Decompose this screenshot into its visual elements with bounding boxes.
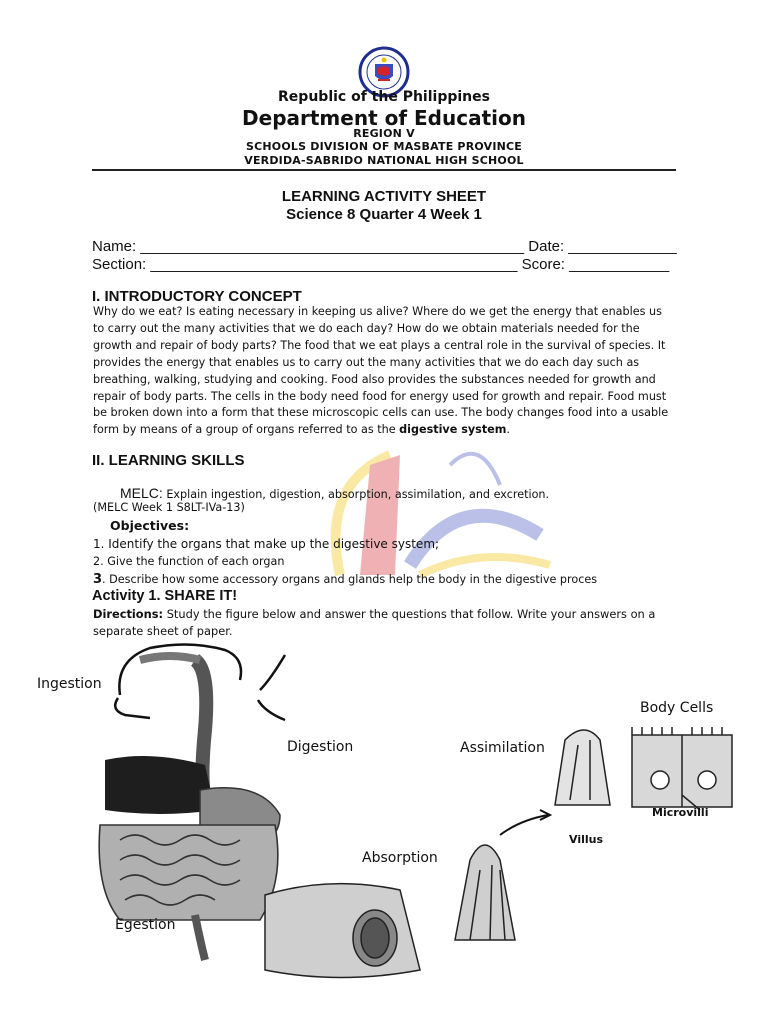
directions-text: Study the figure below and answer the questions that follow. Write your answers on a separate sheet of paper. xyxy=(93,607,656,638)
intro-bold-term: digestive system xyxy=(399,423,507,437)
objective-1: 1. Identify the organs that make up the digestive system; xyxy=(93,537,440,551)
label-villus: Villus xyxy=(569,833,604,846)
objective-3-number: 3 xyxy=(93,572,103,587)
sheet-subtitle: Science 8 Quarter 4 Week 1 xyxy=(286,206,482,223)
label-assimilation: Assimilation xyxy=(460,740,545,756)
intro-text: Why do we eat? Is eating necessary in keeping us alive? Where do we get the energy that enables us to carry out the many activities that we do each day? How do we obtain materials needed for the growth and repair of body parts? The food that we eat plays a central role in the survival of species. It provides the energy that enables us to carry out the many activities that we do each day such as breathing, walking, studying and cooking. Food also provides the substances needed for growth and repair of body parts. The cells in the body need food for energy used for growth and repair. Food must be broken down into a form that these microscopic cells can use. The body changes food into a usable form by means of a group of organs referred to as the xyxy=(93,305,669,437)
sheet-title: LEARNING ACTIVITY SHEET xyxy=(281,188,487,205)
date-field[interactable]: _____________ xyxy=(568,238,677,255)
intro-paragraph xyxy=(93,304,675,439)
school-heading: VERDIDA-SABRIDO NATIONAL HIGH SCHOOL xyxy=(244,154,524,167)
objective-3-text: . Describe how some accessory organs and glands help the body in the digestive proces xyxy=(102,573,598,586)
objective-2: 2. Give the function of each organ xyxy=(93,555,285,568)
intestines xyxy=(99,825,278,960)
name-field[interactable]: ______________________________________________ xyxy=(140,238,525,255)
name-date-row xyxy=(92,238,682,255)
body-cells-diagram xyxy=(632,727,732,810)
villus-diagram xyxy=(555,730,610,805)
digestive-system-figure xyxy=(0,640,768,1024)
header-divider xyxy=(92,169,676,171)
directions-label: Directions: xyxy=(93,607,164,621)
department-heading: Department of Education xyxy=(242,106,526,130)
label-egestion: Egestion xyxy=(115,917,176,933)
melc-text: Explain ingestion, digestion, absorption, assimilation, and excretion. xyxy=(162,488,550,501)
intro-end: . xyxy=(506,423,510,437)
score-label: Score: xyxy=(517,256,570,273)
region-heading: REGION V xyxy=(353,127,415,140)
date-label: Date: xyxy=(524,238,569,255)
liver xyxy=(105,756,215,814)
intro-heading: I. INTRODUCTORY CONCEPT xyxy=(92,288,302,305)
objectives-label: Objectives: xyxy=(110,518,190,533)
melc-label: MELC: xyxy=(120,485,163,501)
label-body-cells: Body Cells xyxy=(640,700,714,716)
skills-heading: II. LEARNING SKILLS xyxy=(92,452,245,469)
arrow-to-villus xyxy=(500,815,548,835)
section-field[interactable]: ____________________________________________ xyxy=(150,256,518,273)
republic-heading: Republic of the Philippines xyxy=(278,89,490,105)
melc-reference: (MELC Week 1 S8LT-IVa-13) xyxy=(93,501,245,514)
label-microvilli: Microvilli xyxy=(652,806,709,819)
directions-paragraph xyxy=(93,606,675,639)
label-ingestion: Ingestion xyxy=(37,676,102,692)
watermark-seal xyxy=(300,425,560,585)
objective-3 xyxy=(93,572,597,587)
label-digestion: Digestion xyxy=(287,739,354,755)
division-heading: SCHOOLS DIVISION OF MASBATE PROVINCE xyxy=(245,140,523,153)
name-label: Name: xyxy=(92,238,141,255)
label-absorption: Absorption xyxy=(362,850,438,866)
section-score-row xyxy=(92,256,682,273)
melc-line xyxy=(120,485,549,501)
section-label: Section: xyxy=(92,256,151,273)
score-field[interactable]: ____________ xyxy=(569,256,670,273)
activity-heading: Activity 1. SHARE IT! xyxy=(92,588,238,604)
